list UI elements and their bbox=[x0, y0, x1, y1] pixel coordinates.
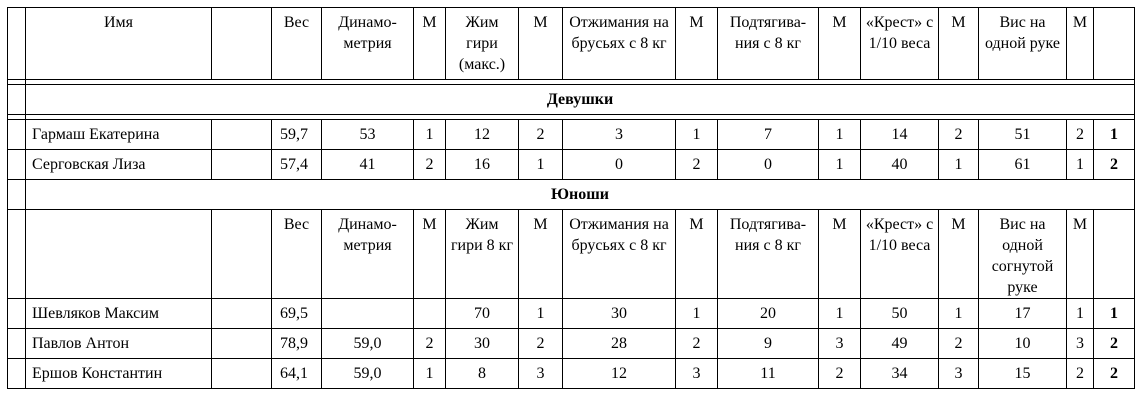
m4-cell: 1 bbox=[819, 120, 861, 150]
section-row-boys bbox=[8, 180, 1135, 210]
m3-cell: 1 bbox=[676, 299, 718, 329]
table-row bbox=[8, 359, 1135, 389]
header-pullups: Подтягива-ния с 8 кг bbox=[718, 210, 819, 299]
m1-cell: 2 bbox=[414, 150, 446, 180]
cross-cell: 40 bbox=[861, 150, 939, 180]
dips-cell: 30 bbox=[563, 299, 676, 329]
m2-cell: 1 bbox=[519, 150, 563, 180]
m5-cell: 3 bbox=[939, 359, 979, 389]
m4-cell: 3 bbox=[819, 329, 861, 359]
blank-cell bbox=[212, 359, 272, 389]
header-m2: М bbox=[519, 8, 563, 80]
m4-cell: 1 bbox=[819, 299, 861, 329]
header-blank bbox=[212, 8, 272, 80]
header-m1: М bbox=[414, 8, 446, 80]
row-marker-cell bbox=[8, 329, 26, 359]
row-marker-cell bbox=[8, 150, 26, 180]
section-row-girls bbox=[8, 85, 1135, 115]
header-m6: М bbox=[1067, 210, 1094, 299]
row-marker-cell bbox=[8, 359, 26, 389]
header-m1: М bbox=[414, 210, 446, 299]
header-cross: «Крест» с 1/10 веса bbox=[861, 210, 939, 299]
dips-cell: 12 bbox=[563, 359, 676, 389]
m3-cell: 1 bbox=[676, 120, 718, 150]
cross-cell: 14 bbox=[861, 120, 939, 150]
m3-cell: 2 bbox=[676, 150, 718, 180]
cross-cell: 49 bbox=[861, 329, 939, 359]
header-m4: М bbox=[819, 8, 861, 80]
header-m4: М bbox=[819, 210, 861, 299]
hang-cell: 61 bbox=[979, 150, 1067, 180]
m1-cell: 2 bbox=[414, 329, 446, 359]
blank-cell bbox=[212, 120, 272, 150]
m6-cell: 2 bbox=[1067, 120, 1094, 150]
press-cell: 12 bbox=[446, 120, 519, 150]
pullups-cell: 20 bbox=[718, 299, 819, 329]
dips-cell: 28 bbox=[563, 329, 676, 359]
header-place bbox=[1094, 210, 1135, 299]
m5-cell: 2 bbox=[939, 329, 979, 359]
header-dynamometry: Динамо-метрия bbox=[322, 8, 414, 80]
m2-cell: 2 bbox=[519, 329, 563, 359]
place-cell: 2 bbox=[1094, 359, 1135, 389]
header-pullups: Подтягива-ния с 8 кг bbox=[718, 8, 819, 80]
header-press: Жим гири 8 кг bbox=[446, 210, 519, 299]
m3-cell: 2 bbox=[676, 329, 718, 359]
m6-cell: 3 bbox=[1067, 329, 1094, 359]
header-press: Жим гири (макс.) bbox=[446, 8, 519, 80]
row-marker-cell bbox=[8, 120, 26, 150]
header-dips: Отжимания на брусьях с 8 кг bbox=[563, 210, 676, 299]
m6-cell: 2 bbox=[1067, 359, 1094, 389]
place-cell: 2 bbox=[1094, 329, 1135, 359]
m1-cell bbox=[414, 299, 446, 329]
header-hang: Вис на одной руке bbox=[979, 8, 1067, 80]
row-marker-cell bbox=[8, 8, 26, 80]
m5-cell: 1 bbox=[939, 150, 979, 180]
header-row-girls bbox=[8, 8, 1135, 80]
hang-cell: 10 bbox=[979, 329, 1067, 359]
header-dynamometry: Динамо-метрия bbox=[322, 210, 414, 299]
header-weight: Вес bbox=[272, 210, 322, 299]
header-m3: М bbox=[676, 210, 718, 299]
dynamometry-cell: 53 bbox=[322, 120, 414, 150]
dynamometry-cell: 59,0 bbox=[322, 329, 414, 359]
pullups-cell: 9 bbox=[718, 329, 819, 359]
table-row bbox=[8, 299, 1135, 329]
dips-cell: 0 bbox=[563, 150, 676, 180]
hang-cell: 17 bbox=[979, 299, 1067, 329]
header-place bbox=[1094, 8, 1135, 80]
pullups-cell: 7 bbox=[718, 120, 819, 150]
press-cell: 16 bbox=[446, 150, 519, 180]
table-row bbox=[8, 150, 1135, 180]
place-cell: 2 bbox=[1094, 150, 1135, 180]
header-row-boys bbox=[8, 210, 1135, 299]
m3-cell: 3 bbox=[676, 359, 718, 389]
header-m6: М bbox=[1067, 8, 1094, 80]
header-dips: Отжимания на брусьях с 8 кг bbox=[563, 8, 676, 80]
m6-cell: 1 bbox=[1067, 299, 1094, 329]
m2-cell: 2 bbox=[519, 120, 563, 150]
m6-cell: 1 bbox=[1067, 150, 1094, 180]
header-name: Имя bbox=[26, 8, 212, 80]
place-cell: 1 bbox=[1094, 299, 1135, 329]
row-marker-cell bbox=[8, 85, 26, 115]
m2-cell: 3 bbox=[519, 359, 563, 389]
pullups-cell: 11 bbox=[718, 359, 819, 389]
header-blank bbox=[212, 210, 272, 299]
place-cell: 1 bbox=[1094, 120, 1135, 150]
m2-cell: 1 bbox=[519, 299, 563, 329]
cross-cell: 34 bbox=[861, 359, 939, 389]
press-cell: 70 bbox=[446, 299, 519, 329]
row-marker-cell bbox=[8, 210, 26, 299]
blank-cell bbox=[212, 299, 272, 329]
dynamometry-cell: 59,0 bbox=[322, 359, 414, 389]
weight-cell: 64,1 bbox=[272, 359, 322, 389]
blank-cell bbox=[212, 150, 272, 180]
m1-cell: 1 bbox=[414, 359, 446, 389]
m4-cell: 2 bbox=[819, 359, 861, 389]
pullups-cell: 0 bbox=[718, 150, 819, 180]
header-weight: Вес bbox=[272, 8, 322, 80]
m5-cell: 1 bbox=[939, 299, 979, 329]
dynamometry-cell: 41 bbox=[322, 150, 414, 180]
athlete-name: Ершов Константин bbox=[26, 359, 212, 389]
athlete-name: Гармаш Екатерина bbox=[26, 120, 212, 150]
header-hang: Вис на одной согнутой руке bbox=[979, 210, 1067, 299]
weight-cell: 59,7 bbox=[272, 120, 322, 150]
row-marker-cell bbox=[8, 299, 26, 329]
header-cross: «Крест» с 1/10 веса bbox=[861, 8, 939, 80]
athlete-name: Павлов Антон bbox=[26, 329, 212, 359]
section-title-girls: Девушки bbox=[26, 85, 1135, 115]
weight-cell: 69,5 bbox=[272, 299, 322, 329]
athlete-name: Шевляков Максим bbox=[26, 299, 212, 329]
press-cell: 8 bbox=[446, 359, 519, 389]
results-table bbox=[7, 7, 1135, 389]
header-m2: М bbox=[519, 210, 563, 299]
m5-cell: 2 bbox=[939, 120, 979, 150]
m1-cell: 1 bbox=[414, 120, 446, 150]
cross-cell: 50 bbox=[861, 299, 939, 329]
header-name-blank bbox=[26, 210, 212, 299]
press-cell: 30 bbox=[446, 329, 519, 359]
blank-cell bbox=[212, 329, 272, 359]
dips-cell: 3 bbox=[563, 120, 676, 150]
dynamometry-cell bbox=[322, 299, 414, 329]
hang-cell: 15 bbox=[979, 359, 1067, 389]
m4-cell: 1 bbox=[819, 150, 861, 180]
hang-cell: 51 bbox=[979, 120, 1067, 150]
athlete-name: Серговская Лиза bbox=[26, 150, 212, 180]
table-row bbox=[8, 120, 1135, 150]
header-m3: М bbox=[676, 8, 718, 80]
header-m5: М bbox=[939, 210, 979, 299]
weight-cell: 78,9 bbox=[272, 329, 322, 359]
section-title-boys: Юноши bbox=[26, 180, 1135, 210]
header-m5: М bbox=[939, 8, 979, 80]
row-marker-cell bbox=[8, 180, 26, 210]
table-row bbox=[8, 329, 1135, 359]
weight-cell: 57,4 bbox=[272, 150, 322, 180]
